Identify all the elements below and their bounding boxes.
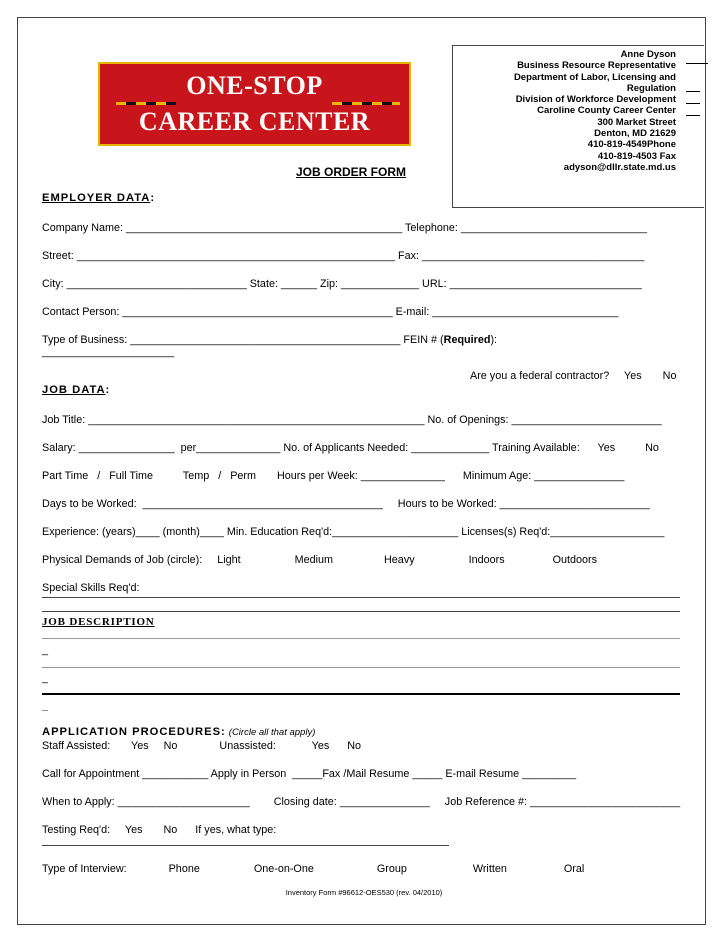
business-line-2[interactable]: ______________________ [42,346,175,358]
job-data-heading [42,384,110,397]
city-field[interactable]: City: ______________________________ State: ______ Zip: _____________ URL: ________________________________ [42,278,642,290]
street-field[interactable]: Street: _____________________________________________________ Fax: _____________________________________ [42,250,645,262]
contact-dept: Department of Labor, Licensing and [513,71,676,83]
federal-contractor-question[interactable]: Are you a federal contractor? Yes No [470,370,677,382]
business-label: Type of Business: _____________________________________________ FEIN # ( [42,334,444,346]
special-skills-label: Special Skills Req'd: [42,582,140,594]
skills-line[interactable] [42,597,680,598]
salary-field[interactable]: Salary: ________________ per______________ No. of Applicants Needed: _____________ Training Available: Yes No [42,442,659,454]
testing-required-field[interactable]: Testing Req'd: Yes No If yes, what type: [42,824,277,836]
side-line [686,103,700,104]
description-dash: _ [42,672,49,684]
job-heading-text: JOB DATA [42,384,106,396]
one-stop-career-center-logo [98,62,411,146]
circle-note: (Circle all that apply) [228,727,316,738]
contact-person-field[interactable]: Contact Person: _____________________________________________ E-mail: _______________________________ [42,306,619,318]
job-heading-colon: : [105,384,111,396]
call-for-appointment-field[interactable]: Call for Appointment ___________ Apply in Person _____Fax /Mail Resume _____ E-mail Resume _________ [42,768,577,780]
contact-email: adyson@dllr.state.md.us [563,161,676,173]
description-dash: _ [42,644,49,656]
business-label-end: ): [490,334,498,346]
employer-heading-text: EMPLOYER DATA [42,192,151,204]
days-worked-field[interactable]: Days to be Worked: ________________________________________ Hours to be Worked: _________________________ [42,498,650,510]
contact-block [514,49,676,173]
form-title: JOB ORDER FORM [296,165,407,179]
contact-fax: 410-819-4503 Fax [597,150,676,162]
application-procedures-heading [42,726,315,739]
contact-name: Anne Dyson [620,49,676,60]
side-line [686,91,700,92]
required-label: Required [443,334,491,346]
experience-field[interactable]: Experience: (years)____ (month)____ Min. Education Req'd:_____________________ Licenses(s) Req'd:___________________ [42,526,665,538]
contact-dept-2: Regulation [626,82,676,94]
employer-heading-colon: : [150,192,156,204]
job-description-heading: JOB DESCRIPTION [42,616,155,628]
contact-phone: 410-819-4549Phone [587,139,676,151]
description-line[interactable] [42,693,680,695]
employer-data-heading [42,192,155,205]
company-name-field[interactable]: Company Name: ______________________________________________ Telephone: _______________________________ [42,222,648,234]
contact-division: Division of Workforce Development [515,94,676,106]
testing-type-line[interactable] [42,845,449,846]
type-of-interview-field[interactable]: Type of Interview: Phone One-on-One Group Written Oral [42,863,585,875]
description-line[interactable] [42,638,680,639]
logo-stripe-right [332,102,400,105]
skills-line[interactable] [42,611,680,612]
part-time-field[interactable]: Part Time / Full Time Temp / Perm Hours per Week: ______________ Minimum Age: _______________ [42,470,625,482]
contact-street: 300 Market Street [597,116,676,128]
side-line [686,115,700,116]
contact-office: Caroline County Career Center [537,105,676,117]
when-to-apply-field[interactable]: When to Apply: ______________________ Closing date: _______________ Job Reference #: _________________________ [42,796,681,808]
logo-line-2: CAREER CENTER [138,107,371,136]
contact-role: Business Resource Representative [517,60,676,72]
logo-stripe-left [116,102,176,105]
side-line [686,63,708,64]
staff-assisted-field[interactable]: Staff Assisted: Yes No Unassisted: Yes No [42,740,362,752]
application-heading-text: APPLICATION PROCEDURES: [42,726,226,738]
physical-demands-field[interactable]: Physical Demands of Job (circle): Light Medium Heavy Indoors Outdoors [42,554,598,566]
job-title-field[interactable]: Job Title: ________________________________________________________ No. of Openings: _________________________ [42,414,662,426]
contact-city: Denton, MD 21629 [594,128,676,140]
footer-inventory: Inventory Form #96612-OES530 (rev. 04/2010) [285,888,443,897]
description-line[interactable] [42,667,680,668]
logo-line-1: ONE-STOP [186,71,323,100]
description-dash: _ [42,700,49,712]
